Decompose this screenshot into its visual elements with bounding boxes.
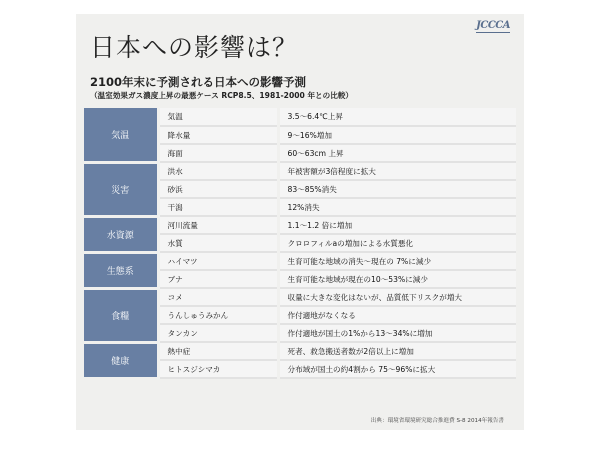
- impact-value: 生育可能な地域の消失〜現在の 7%に減少: [278, 252, 516, 270]
- impact-value: 作付適地がなくなる: [278, 306, 516, 324]
- table-row: [84, 252, 516, 270]
- table-row: [84, 288, 516, 306]
- impact-item: ブナ: [158, 270, 278, 288]
- jccca-logo: [476, 20, 510, 42]
- impact-item: タンカン: [158, 324, 278, 342]
- impact-value: 83〜85%消失: [278, 180, 516, 198]
- impact-value: 60〜63cm 上昇: [278, 144, 516, 162]
- impact-item: 洪水: [158, 162, 278, 180]
- impact-value: 生育可能な地域が現在の10〜53%に減少: [278, 270, 516, 288]
- impact-item: 河川流量: [158, 216, 278, 234]
- impact-table: [84, 108, 516, 380]
- impact-value: 1.1〜1.2 倍に増加: [278, 216, 516, 234]
- impact-value: 3.5〜6.4℃上昇: [278, 108, 516, 126]
- table-title: 2100年末に予測される日本への影響予測: [90, 75, 307, 89]
- category-label: 食糧: [84, 288, 158, 342]
- category-label: 生態系: [84, 252, 158, 288]
- category-label: 健康: [84, 342, 158, 378]
- impact-item: コメ: [158, 288, 278, 306]
- impact-value: 年被害額が3倍程度に拡大: [278, 162, 516, 180]
- category-label: 災害: [84, 162, 158, 216]
- impact-item: うんしゅうみかん: [158, 306, 278, 324]
- table-note: （温室効果ガス濃度上昇の最悪ケース RCP8.5、1981-2000 年との比較）: [90, 91, 354, 100]
- impact-item: 砂浜: [158, 180, 278, 198]
- impact-item: 降水量: [158, 126, 278, 144]
- impact-item: 海面: [158, 144, 278, 162]
- impact-value: 収量に大きな変化はないが、品質低下リスクが増大: [278, 288, 516, 306]
- table-row: [84, 162, 516, 180]
- category-label: 水資源: [84, 216, 158, 252]
- source-note: 出典：環境省環境研究総合推進費 S-8 2014年報告書: [370, 418, 504, 424]
- page-title: 日本への影響は？: [90, 33, 299, 62]
- impact-value: 分布域が国土の約4割から 75〜96%に拡大: [278, 360, 516, 378]
- impact-value: 12%消失: [278, 198, 516, 216]
- logo-underline: [476, 32, 510, 33]
- impact-value: 9〜16%増加: [278, 126, 516, 144]
- impact-item: 気温: [158, 108, 278, 126]
- impact-value: クロロフィルaの増加による水質悪化: [278, 234, 516, 252]
- impact-value: 死者、救急搬送者数が2倍以上に増加: [278, 342, 516, 360]
- table-row: [84, 216, 516, 234]
- table-row: [84, 342, 516, 360]
- impact-item: 熱中症: [158, 342, 278, 360]
- table-row: [84, 108, 516, 126]
- logo-text: JCCCA: [476, 20, 510, 31]
- impact-item: ハイマツ: [158, 252, 278, 270]
- impact-table-body: [84, 108, 516, 378]
- impact-item: ヒトスジシマカ: [158, 360, 278, 378]
- impact-item: 干潟: [158, 198, 278, 216]
- infographic-card: [76, 14, 524, 430]
- impact-item: 水質: [158, 234, 278, 252]
- impact-value: 作付適地が国土の1%から13〜34%に増加: [278, 324, 516, 342]
- category-label: 気温: [84, 108, 158, 162]
